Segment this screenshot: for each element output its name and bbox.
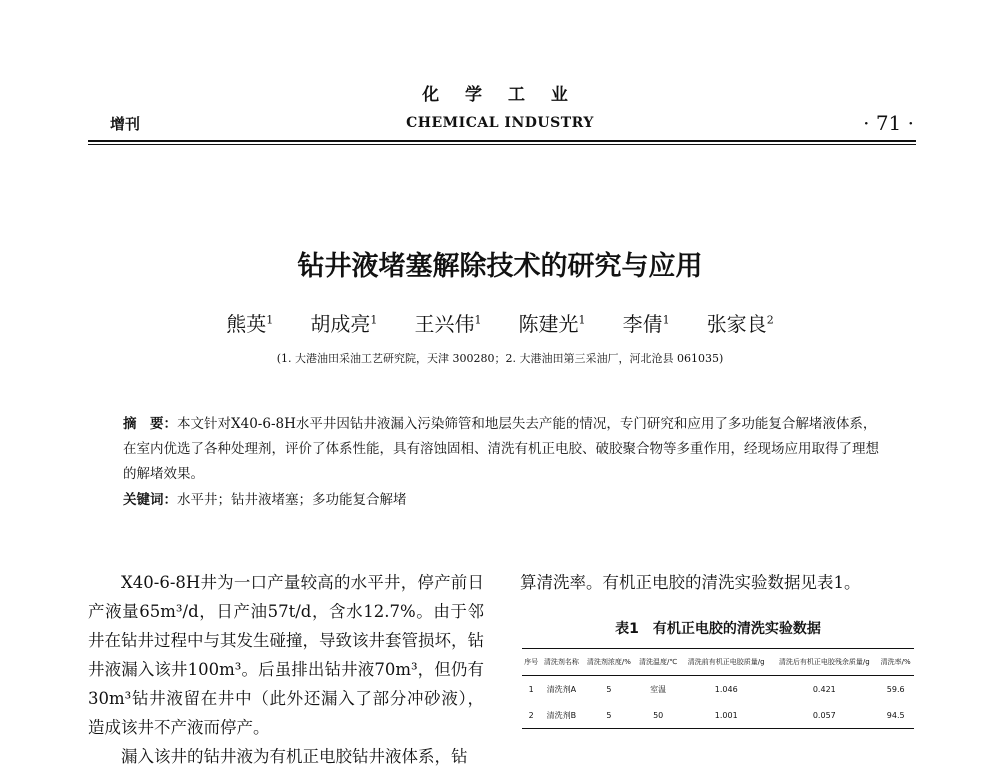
table-header-cell: 清洗温度/℃ (639, 658, 678, 666)
table-cell: 清洗剂B (546, 710, 577, 720)
table-cell: 94.5 (886, 710, 905, 720)
article-title: 钻井液堵塞解除技术的研究与应用 (297, 251, 703, 282)
author-list (0, 308, 1000, 337)
abstract-label: 摘 要： (123, 416, 177, 432)
table-cell: 清洗剂A (546, 684, 577, 694)
data-table (522, 648, 914, 729)
table-cell: 2 (528, 710, 534, 720)
table-caption: 表1 有机正电胶的清洗实验数据 (615, 621, 821, 637)
author: 胡成亮$^1$ (310, 312, 378, 336)
abstract-text: 本文针对X40-6-8H水平井因钻井液漏入污染筛管和地层失去产能的情况，专门研究和应用了多功能复合解堵液体系，在室内优选了各种处理剂，评价了体系性能，具有溶蚀固相、清洗有机正电胶、破胶聚合物等多重作用，经现场应用取得了理想的解堵效果。 (123, 416, 879, 482)
table-header-cell: 清洗率/% (880, 658, 911, 666)
table-header-row (522, 649, 914, 676)
table-row (522, 702, 914, 729)
body-paragraph: 漏入该井的钻井液为有机正电胶钻井液体系，钻 (121, 747, 468, 766)
table-cell: 59.6 (886, 684, 905, 694)
table-cell: 50 (653, 710, 664, 720)
table-cell: 1 (528, 684, 534, 694)
body-left-column (88, 568, 484, 771)
affiliations: (1. 大港油田采油工艺研究院，天津 300280；2. 大港油田第三采油厂，河北沧县 061035) (276, 352, 724, 365)
table-header-cell: 清洗前有机正电胶质量/g (687, 658, 765, 666)
table-cell: 5 (606, 684, 612, 694)
body-paragraph: X40-6-8H井为一口产量较高的水平井，停产前日产液量65m³/d，日产油57t/d，含水12.7%。由于邻井在钻井过程中与其发生碰撞，导致该井套管损坏，钻井液漏入该井100m³。后虽排出钻井液70m³，但仍有30m³钻井液留在井中（此外还漏入了部分冲砂液），造成该井不产液而停产。 (88, 573, 484, 737)
author: 王兴伟$^1$ (414, 312, 482, 336)
author: 熊英$^1$ (226, 312, 274, 336)
table-cell: 5 (606, 710, 612, 720)
table-cell: 1.046 (714, 684, 738, 694)
table-cell: 1.001 (714, 710, 738, 720)
table-header-cell: 清洗后有机正电胶残余质量/g (778, 658, 870, 666)
author: 张家良$^2$ (706, 312, 774, 336)
keywords-label: 关键词： (123, 492, 177, 508)
body-right-column: 算清洗率。有机正电胶的清洗实验数据见表1。 (520, 573, 861, 592)
header-rule-thin (88, 144, 916, 145)
table-cell: 室温 (650, 684, 667, 694)
table-header-cell: 序号 (524, 658, 539, 666)
table-cell: 0.421 (812, 684, 836, 694)
table-header-cell: 清洗剂浓度/% (586, 658, 631, 666)
keywords (123, 488, 883, 508)
keywords-text: 水平井；钻井液堵塞；多功能复合解堵 (177, 492, 407, 508)
table-cell: 0.057 (812, 710, 836, 720)
supplement-tag: 增刊 (110, 115, 141, 133)
abstract (123, 412, 883, 487)
table-header-cell: 清洗剂名称 (543, 658, 579, 666)
page-number: · 71 · (863, 111, 914, 135)
author: 陈建光$^1$ (518, 312, 586, 336)
table-row (522, 676, 914, 703)
author: 李倩$^1$ (622, 312, 670, 336)
journal-title-en: CHEMICAL INDUSTRY (406, 115, 594, 131)
header-rule-thick (88, 140, 916, 142)
journal-title-cn: 化 学 工 业 (422, 85, 578, 105)
